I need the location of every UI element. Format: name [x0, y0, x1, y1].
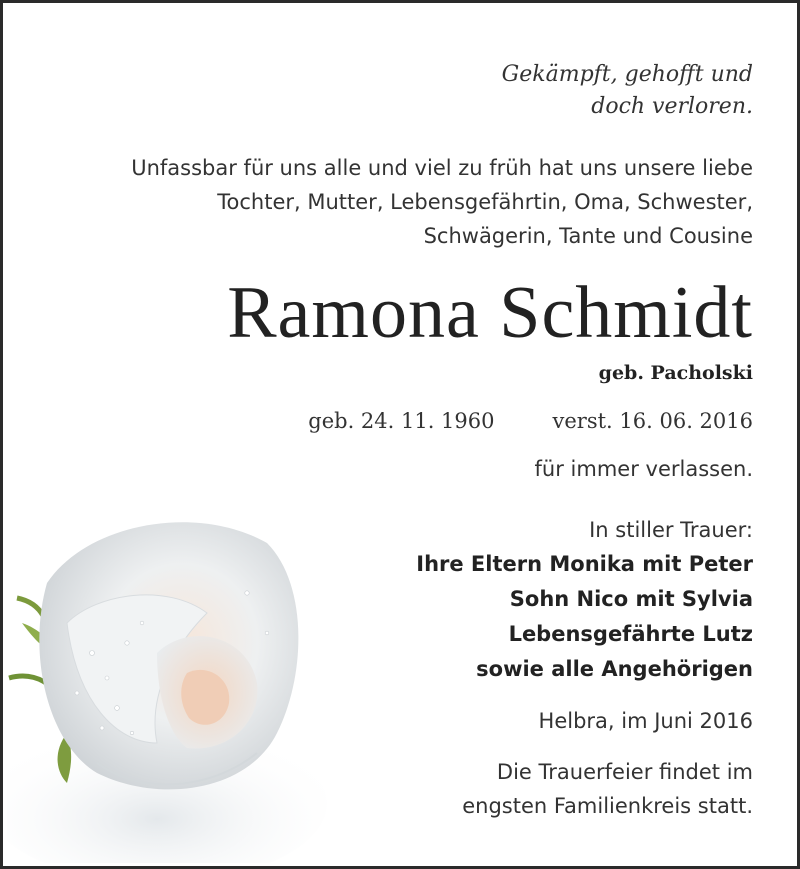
deceased-name: Ramona Schmidt — [227, 272, 753, 354]
left-text: für immer verlassen. — [534, 457, 753, 481]
death-date: verst. 16. 06. 2016 — [552, 409, 753, 433]
mourners-list — [416, 547, 753, 687]
mourner-item: Ihre Eltern Monika mit Peter — [416, 552, 753, 576]
mourning-label: In stiller Trauer: — [589, 518, 753, 542]
mourner-item: Sohn Nico mit Sylvia — [509, 587, 753, 611]
note-line: engsten Familienkreis statt. — [462, 794, 753, 818]
funeral-note — [462, 755, 753, 823]
mourner-item: Lebensgefährte Lutz — [508, 622, 753, 646]
intro-text — [131, 151, 753, 253]
intro-line: Tochter, Mutter, Lebensgefährtin, Oma, Schwester, — [217, 190, 753, 214]
intro-line: Unfassbar für uns alle und viel zu früh hat uns unsere liebe — [131, 156, 753, 180]
life-dates — [308, 405, 753, 437]
motto-line: Gekämpft, gehofft und — [501, 62, 753, 87]
birth-date: geb. 24. 11. 1960 — [308, 409, 495, 433]
rose-icon — [7, 503, 327, 863]
note-line: Die Trauerfeier findet im — [496, 760, 753, 784]
place-date: Helbra, im Juni 2016 — [538, 709, 753, 733]
maiden-name: geb. Pacholski — [598, 362, 753, 384]
motto — [502, 59, 753, 123]
mourner-item: sowie alle Angehörigen — [476, 657, 753, 681]
motto-line: doch verloren. — [591, 94, 753, 119]
intro-line: Schwägerin, Tante und Cousine — [423, 224, 753, 248]
